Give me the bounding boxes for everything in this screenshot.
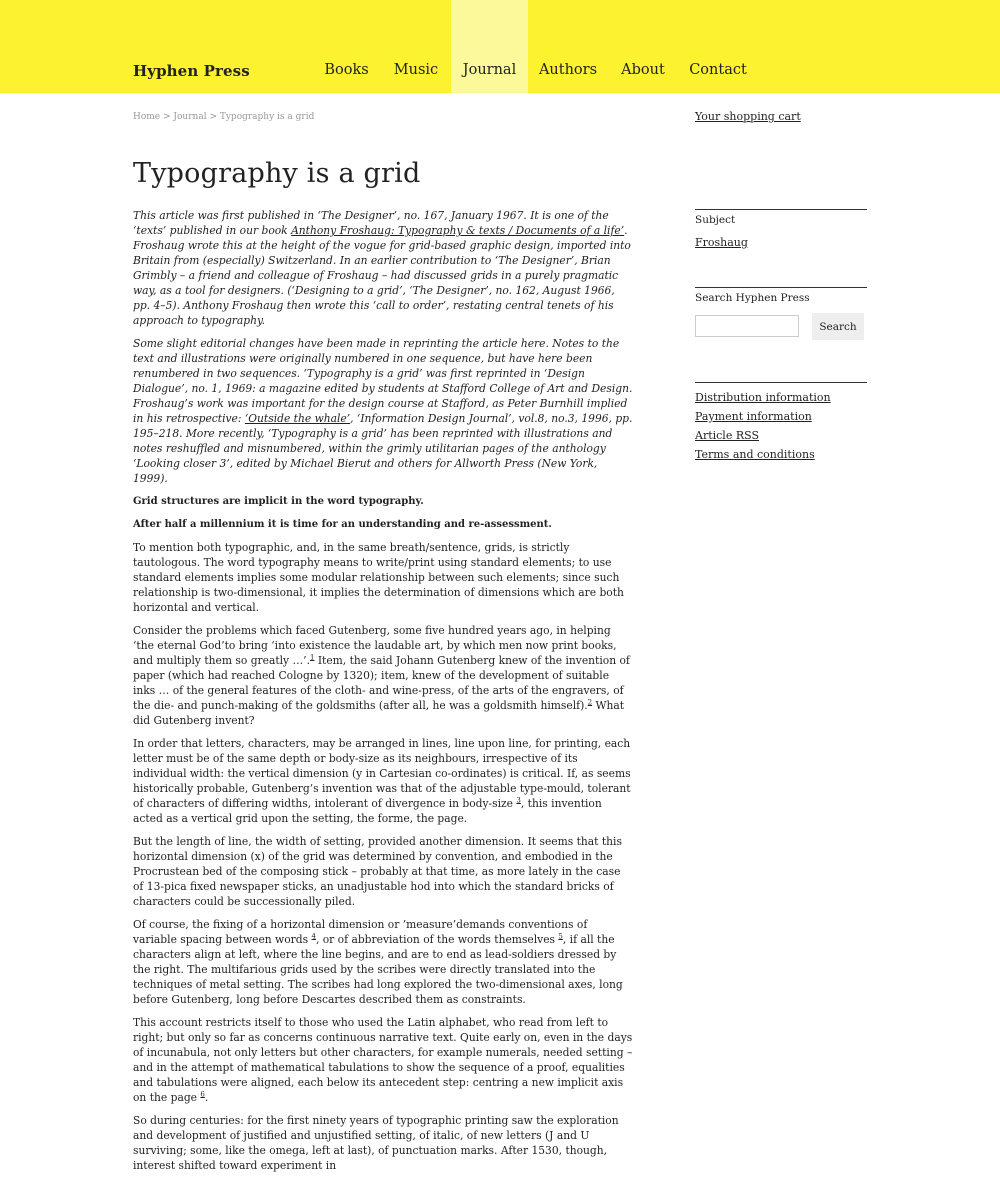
- article-rss-link[interactable]: Article RSS: [695, 429, 759, 442]
- distribution-info-link[interactable]: Distribution information: [695, 391, 831, 404]
- sidebar-divider: [695, 209, 867, 210]
- footnote-link[interactable]: 2: [587, 698, 593, 707]
- paragraph-text: , this invention acted as a vertical grid upon the setting, the forme, the page.: [133, 797, 602, 825]
- lead-statement: Grid structures are implicit in the word typography.: [133, 496, 424, 507]
- site-header: [0, 0, 1000, 93]
- paragraph-text: What did Gutenberg invent?: [133, 699, 625, 727]
- paragraph-text: .: [204, 1091, 209, 1104]
- paragraph: So during centuries: for the first ninety years of typographic printing saw the exploration and development of justified and unjustified setting, of italic, of new letters (J and U surviving; some, like the omega, left at last), of punctuation marks. After 1530, though, interest shifted toward experiment in: [133, 1114, 619, 1172]
- site-logo[interactable]: Hyphen Press: [133, 62, 250, 80]
- paragraph: But the length of line, the width of setting, provided another dimension. It seems that this horizontal dimension (x) of the grid was determined by convention, and embodied in the Procrustean bed of the composing stick – probably at that time, as more lately in the case of 13-pica fixed newspaper sticks, an unadjustable hod into which the standard bricks of characters could be successionally piled.: [133, 835, 622, 908]
- intro-text: This article was first published in ‘The Designer’, no. 167, January 1967. It is one of the ‘texts’ published in our book: [133, 209, 609, 237]
- intro-text: Some slight editorial changes have been made in reprinting the article here. Notes to the text and illustrations were originally numbered in one sequence, but have here been renumbered in two sequences. ‘Typography is a grid’ was first reprinted in ‘Design Dialogue’, no. 1, 1969: a magazine edited by students at Stafford College of Art and Design. Froshaug’s work was important for the design course at Stafford, as Peter Burnhill implied in his retrospective:: [133, 337, 633, 425]
- paragraph-text: This account restricts itself to those who used the Latin alphabet, who read from left to right; but only so far as concerns continuous narrative text. Quite early on, even in the days of incunabula, not only letters but other characters, for example numerals, needed setting – and in the attempt of mathematical tabulations to show the sequence of a proof, equalities and tabulations were aligned, each below its antecedent step: centring a new implicit axis on the page: [133, 1016, 633, 1104]
- intro-text: . Froshaug wrote this at the height of the vogue for grid-based graphic design, imported into Britain from (especially) Switzerland. In an earlier contribution to ‘The Designer’, Brian Grimbly – a friend and colleague of Froshaug – had discussed grids in a purely pragmatic way, as a tool for designers. (‘Designing to a grid’, ‘The Designer’, no. 162, August 1966, pp. 4–5). Anthony Froshaug then wrote this ‘call to order’, restating central tenets of his approach to typography.: [133, 224, 631, 327]
- breadcrumb-journal[interactable]: Journal: [173, 112, 207, 122]
- paragraph-text: Of course, the fixing of a horizontal dimension or ’measure’demands conventions of variable spacing between words: [133, 918, 588, 946]
- paragraph: [133, 623, 633, 728]
- payment-info-link[interactable]: Payment information: [695, 410, 812, 423]
- sidebar-links: [695, 388, 831, 464]
- sidebar-divider: [695, 287, 867, 288]
- search-heading: Search Hyphen Press: [695, 292, 810, 304]
- footnote-link[interactable]: 3: [516, 796, 521, 805]
- outside-the-whale-link[interactable]: ‘Outside the whale’: [244, 412, 351, 425]
- breadcrumb-current: Typography is a grid: [219, 112, 315, 122]
- nav-music[interactable]: Music: [393, 62, 439, 78]
- footnote-link[interactable]: 6: [200, 1090, 205, 1099]
- paragraph-text: Item, the said Johann Gutenberg knew of the invention of paper (which had reached Cologne by 1320); item, knew of the development of suitable inks … of the general features of the cloth- and wine-press, of the arts of the engravers, of the die- and punch-making of the goldsmiths (after all, he was a goldsmith himself).: [133, 654, 630, 712]
- paragraph-text: , if all the characters align at left, where the line begins, and are to end as lead-soldiers dressed by the right. The multifarious grids used by the scribes were directly translated into the techniques of metal setting. The scribes had long explored the two-dimensional axes, long before Gutenberg, long before Descartes described them as constraints.: [133, 933, 623, 1006]
- article-body: [133, 208, 633, 1181]
- nav-about[interactable]: About: [621, 62, 665, 78]
- nav-books[interactable]: Books: [324, 62, 369, 78]
- nav-journal[interactable]: Journal: [451, 0, 528, 93]
- paragraph: [133, 917, 633, 1007]
- terms-link[interactable]: Terms and conditions: [695, 448, 815, 461]
- sidebar-divider: [695, 382, 867, 383]
- breadcrumb-separator: >: [206, 112, 220, 122]
- breadcrumb-separator: >: [160, 112, 174, 122]
- article-editorial-note: [133, 336, 633, 486]
- search-button[interactable]: Search: [812, 313, 864, 340]
- paragraph-text: Consider the problems which faced Gutenberg, some five hundred years ago, in helping ‘the eternal God’to bring ‘into existence the laudable art, by which men now print books, and multiply them so greatly …’.: [133, 624, 617, 667]
- nav-authors[interactable]: Authors: [538, 62, 598, 78]
- paragraph-text: In order that letters, characters, may be arranged in lines, line upon line, for printing, each letter must be of the same depth or body-size as its neighbours, irrespective of its individual width: the vertical dimension (y in Cartesian co-ordinates) is critical. If, as seems historically probable, Gutenberg’s invention was that of the adjustable type-mould, tolerant of characters of differing widths, intolerant of divergence in body-size: [133, 737, 631, 810]
- paragraph: [133, 1015, 633, 1105]
- shopping-cart-link[interactable]: Your shopping cart: [695, 110, 801, 123]
- footnote-link[interactable]: 1: [309, 653, 315, 662]
- subject-heading: Subject: [695, 214, 736, 226]
- intro-text: , ‘Information Design Journal’, vol.8, no.3, 1996, pp. 195–218. More recently, ‘Typography is a grid’ has been reprinted with illustrations and notes reshuffled and misnumbered, within the grimly utilitarian pages of the anthology ‘Looking closer 3’, edited by Michael Bierut and others for Allworth Press (New York, 1999).: [133, 412, 633, 485]
- paragraph: To mention both typographic, and, in the same breath/sentence, grids, is strictly tautologous. The word typography means to write/print using standard elements; to use standard elements implies some modular relationship between such elements; since such relationship is two-dimensional, it implies the determination of dimensions which are both horizontal and vertical.: [133, 541, 624, 614]
- paragraph: [133, 736, 633, 826]
- footnote-link[interactable]: 4: [311, 932, 316, 941]
- subject-link-froshaug[interactable]: Froshaug: [695, 236, 748, 249]
- lead-statement: After half a millennium it is time for an understanding and re-assessment.: [133, 519, 552, 530]
- article-intro: [133, 208, 633, 328]
- search-input[interactable]: [695, 315, 799, 337]
- paragraph-text: , or of abbreviation of the words themselves: [315, 933, 559, 946]
- page-title: Typography is a grid: [133, 158, 421, 189]
- book-link[interactable]: Anthony Froshaug: Typography & texts / Documents of a life’: [291, 224, 625, 237]
- breadcrumb: [133, 112, 314, 122]
- nav-contact[interactable]: Contact: [689, 62, 747, 78]
- footnote-link[interactable]: 5: [558, 932, 563, 941]
- breadcrumb-home[interactable]: Home: [133, 112, 161, 122]
